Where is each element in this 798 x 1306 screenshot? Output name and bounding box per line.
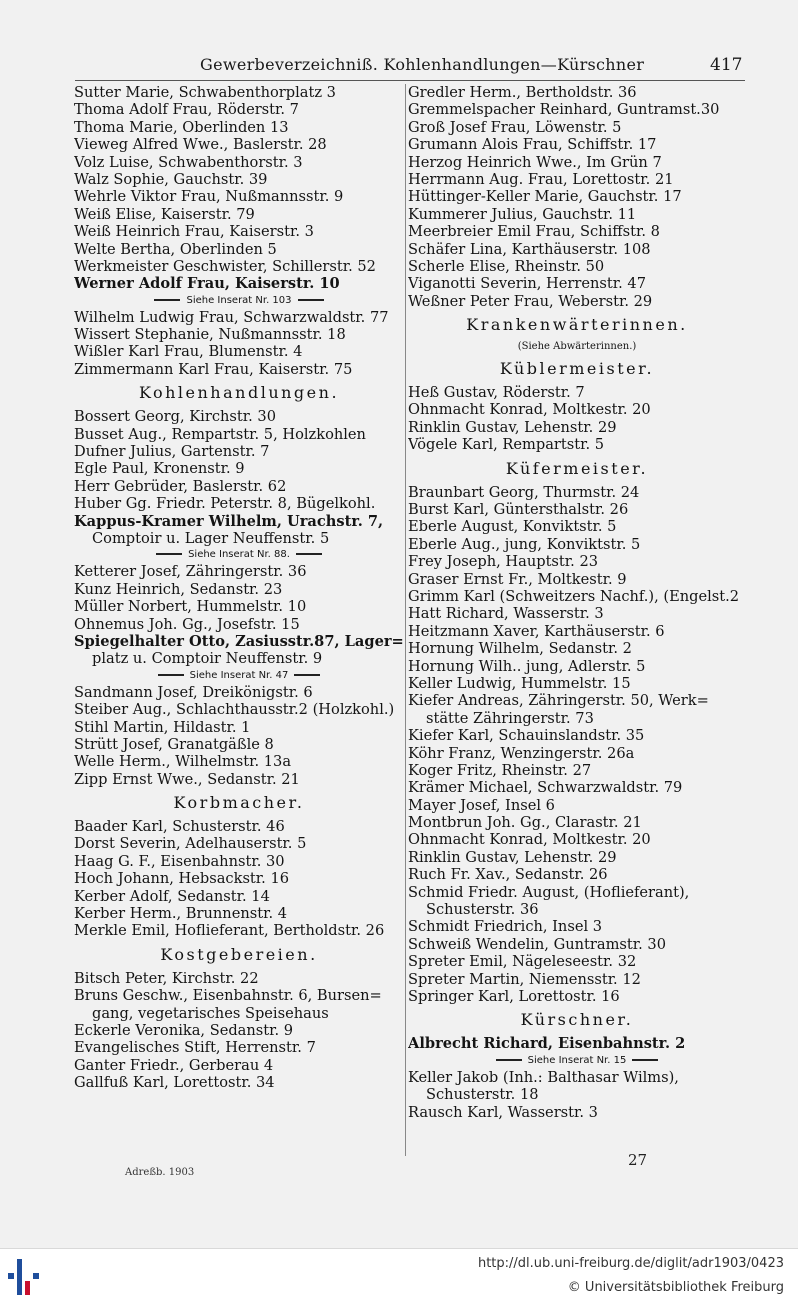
directory-entry: Ohnemus Joh. Gg., Josefstr. 15: [74, 615, 300, 633]
directory-entry: Herrmann Aug. Frau, Lorettostr. 21: [408, 170, 674, 188]
directory-entry: Schmid Friedr. August, (Hoflieferant),: [408, 883, 690, 901]
rule-mark: [154, 299, 180, 301]
directory-entry: Kerber Adolf, Sedanstr. 14: [74, 887, 270, 905]
directory-entry: Kummerer Julius, Gauchstr. 11: [408, 205, 637, 223]
directory-entry: Wißler Karl Frau, Blumenstr. 4: [74, 343, 303, 361]
section-heading: Küblermeister.: [499, 359, 655, 379]
directory-entry: Koger Fritz, Rheinstr. 27: [408, 761, 592, 779]
directory-entry: Huber Gg. Friedr. Peterstr. 8, Bügelkohl.: [74, 495, 376, 513]
column-divider: [405, 84, 406, 1156]
directory-entry: Sandmann Josef, Dreikönigstr. 6: [74, 683, 313, 701]
directory-entry: Grumann Alois Frau, Schiffstr. 17: [408, 136, 657, 154]
directory-entry: Hatt Richard, Wasserstr. 3: [408, 605, 604, 623]
directory-entry: Ganter Friedr., Gerberau 4: [74, 1056, 274, 1074]
directory-entry: Gallfuß Karl, Lorettostr. 34: [74, 1074, 275, 1092]
directory-entry: Bitsch Peter, Kirchstr. 22: [74, 969, 259, 987]
rule-mark: [632, 1059, 658, 1061]
directory-entry: Hornung Wilhelm, Sedanstr. 2: [408, 640, 632, 658]
copyright-notice: © Universitätsbibliothek Freiburg: [567, 1280, 784, 1295]
directory-entry: Merkle Emil, Hoflieferant, Bertholdstr. 26: [74, 922, 385, 940]
directory-entry: Steiber Aug., Schlachthausstr.2 (Holzkohl.): [74, 701, 395, 719]
sheet-number: 27: [628, 1151, 648, 1169]
directory-entry: Zipp Ernst Wwe., Sedanstr. 21: [74, 770, 300, 788]
directory-entry-continuation: Comptoir u. Lager Neuffenstr. 5: [92, 529, 330, 547]
directory-entry: Heitzmann Xaver, Karthäuserstr. 6: [408, 622, 665, 640]
directory-entry: Rinklin Gustav, Lehenstr. 29: [408, 848, 617, 866]
directory-entry: Rausch Karl, Wasserstr. 3: [408, 1103, 598, 1121]
directory-entry: Krämer Michael, Schwarzwaldstr. 79: [408, 779, 683, 797]
directory-entry: Strütt Josef, Granatgäßle 8: [74, 735, 274, 753]
directory-entry: Frey Joseph, Hauptstr. 23: [408, 553, 599, 571]
rule-mark: [298, 299, 324, 301]
directory-entry: Kerber Herm., Brunnenstr. 4: [74, 905, 288, 923]
directory-entry: Dorst Severin, Adelhauserstr. 5: [74, 835, 307, 853]
right-column: [408, 84, 746, 1121]
directory-entry: Wilhelm Ludwig Frau, Schwarzwaldstr. 77: [74, 308, 389, 326]
directory-entry: Eberle Aug., jung, Konviktstr. 5: [408, 535, 641, 553]
rule-mark: [296, 553, 322, 555]
section-heading: Kohlenhandlungen.: [138, 383, 340, 403]
directory-entry-continuation: Schusterstr. 36: [426, 901, 539, 919]
section-heading: Korbmacher.: [173, 793, 305, 813]
directory-entry: Grimm Karl (Schweitzers Nachf.), (Engelst.2: [408, 587, 740, 605]
directory-entry: Werkmeister Geschwister, Schillerstr. 52: [74, 257, 376, 275]
directory-entry: Welle Herm., Wilhelmstr. 13a: [74, 753, 292, 771]
directory-entry: Welte Bertha, Oberlinden 5: [74, 240, 277, 258]
advert-reference-text: Siehe Inserat Nr. 103: [186, 294, 292, 306]
advert-reference: [74, 293, 404, 309]
directory-entry: Eckerle Veronika, Sedanstr. 9: [74, 1021, 294, 1039]
directory-entry: Müller Norbert, Hummelstr. 10: [74, 598, 307, 616]
permalink-link[interactable]: http://dl.ub.uni-freiburg.de/diglit/adr1903/0423: [477, 1256, 784, 1271]
directory-entry: Herr Gebrüder, Baslerstr. 62: [74, 477, 287, 495]
directory-entry: Heß Gustav, Röderstr. 7: [408, 384, 585, 402]
left-column: [74, 84, 404, 1092]
directory-entry: Volz Luise, Schwabenthorstr. 3: [74, 153, 303, 171]
directory-entry: Haag G. F., Eisenbahnstr. 30: [74, 852, 285, 870]
directory-entry: Thoma Marie, Oberlinden 13: [74, 118, 289, 136]
directory-entry: Hüttinger-Keller Marie, Gauchstr. 17: [408, 188, 682, 206]
directory-entry: Wehrle Viktor Frau, Nußmannsstr. 9: [74, 188, 344, 206]
rule-mark: [294, 674, 320, 676]
directory-entry-continuation: stätte Zähringerstr. 73: [426, 709, 594, 727]
section-note: (Siehe Abwärterinnen.): [517, 341, 637, 353]
directory-entry: Zimmermann Karl Frau, Kaiserstr. 75: [74, 360, 353, 378]
directory-entry: Vögele Karl, Rempartstr. 5: [408, 436, 605, 454]
advert-reference-text: Siehe Inserat Nr. 88.: [188, 549, 290, 561]
rule-mark: [496, 1059, 522, 1061]
directory-entry: Spreter Emil, Nägeleseestr. 32: [408, 953, 637, 971]
directory-entry: Ketterer Josef, Zähringerstr. 36: [74, 563, 307, 581]
directory-entry: Rinklin Gustav, Lehenstr. 29: [408, 418, 617, 436]
directory-entry: Bruns Geschw., Eisenbahnstr. 6, Bursen=: [74, 987, 382, 1005]
directory-entry: Meerbreier Emil Frau, Schiffstr. 8: [408, 223, 660, 241]
directory-entry: Weiß Heinrich Frau, Kaiserstr. 3: [74, 223, 314, 241]
directory-entry: Springer Karl, Lorettostr. 16: [408, 987, 620, 1005]
directory-entry: Egle Paul, Kronenstr. 9: [74, 460, 245, 478]
directory-entry: Groß Josef Frau, Löwenstr. 5: [408, 118, 622, 136]
ub-freiburg-logo-icon: [8, 1255, 40, 1299]
directory-entry: Schäfer Lina, Karthäuserstr. 108: [408, 240, 651, 258]
directory-entry: Stihl Martin, Hildastr. 1: [74, 718, 251, 736]
directory-entry: Sutter Marie, Schwabenthorplatz 3: [74, 84, 336, 101]
directory-entry: Köhr Franz, Wenzingerstr. 26a: [408, 744, 635, 762]
header-rule: [75, 80, 745, 81]
directory-entry: Kiefer Karl, Schauinslandstr. 35: [408, 727, 645, 745]
advert-reference-text: Siehe Inserat Nr. 47: [189, 669, 289, 681]
directory-entry: Schweiß Wendelin, Guntramstr. 30: [408, 935, 666, 953]
directory-entry: Spiegelhalter Otto, Zasiusstr.87, Lager=: [74, 632, 404, 650]
directory-entry: Scherle Elise, Rheinstr. 50: [408, 257, 605, 275]
directory-entry: Vieweg Alfred Wwe., Baslerstr. 28: [74, 136, 327, 154]
directory-entry: Kunz Heinrich, Sedanstr. 23: [74, 580, 283, 598]
page-number: 417: [710, 55, 743, 75]
directory-entry: Thoma Adolf Frau, Röderstr. 7: [74, 101, 299, 119]
rule-mark: [156, 553, 182, 555]
advert-reference: [74, 668, 404, 684]
directory-entry: Burst Karl, Günterst​halstr. 26: [408, 501, 629, 519]
directory-entry-continuation: platz u. Comptoir Neuffenstr. 9: [92, 650, 323, 668]
directory-entry: Hoch Johann, Hebsackstr. 16: [74, 870, 290, 888]
directory-entry: Montbrun Joh. Gg., Clarastr. 21: [408, 814, 642, 832]
directory-entry: Graser Ernst Fr., Moltkestr. 9: [408, 570, 627, 588]
footer-separator: [0, 1248, 798, 1249]
directory-entry: Eberle August, Konviktstr. 5: [408, 518, 617, 536]
directory-entry: Weßner Peter Frau, Weberstr. 29: [408, 292, 653, 310]
directory-entry: Hornung Wilh.. jung, Adlerstr. 5: [408, 657, 646, 675]
directory-entry: Wissert Stephanie, Nußmannsstr. 18: [74, 326, 346, 344]
directory-entry: Schmidt Friedrich, Insel 3: [408, 918, 603, 936]
directory-entry: Gredler Herm., Bertholdstr. 36: [408, 84, 637, 101]
directory-entry: Herzog Heinrich Wwe., Im Grün 7: [408, 153, 662, 171]
directory-entry: Werner Adolf Frau, Kaiserstr. 10: [74, 275, 340, 293]
directory-entry-continuation: gang, vegetarisches Speisehaus: [92, 1004, 329, 1022]
directory-entry: Baader Karl, Schusterstr. 46: [74, 818, 285, 836]
directory-entry: Dufner Julius, Gartenstr. 7: [74, 443, 270, 461]
printer-signature: Adreßb. 1903: [125, 1167, 195, 1178]
directory-entry: Ohnmacht Konrad, Moltkestr. 20: [408, 401, 651, 419]
directory-entry: Albrecht Richard, Eisenbahnstr. 2: [408, 1035, 686, 1053]
directory-entry: Evangelisches Stift, Herrenstr. 7: [74, 1039, 316, 1057]
directory-entry: Viganotti Severin, Herrenstr. 47: [408, 275, 646, 293]
directory-entry: Spreter Martin, Niemensstr. 12: [408, 970, 641, 988]
section-heading: Kürschner.: [520, 1010, 634, 1030]
advert-reference-text: Siehe Inserat Nr. 15: [527, 1054, 627, 1066]
directory-entry: Keller Jakob (Inh.: Balthasar Wilms),: [408, 1068, 679, 1086]
directory-entry: Keller Ludwig, Hummelstr. 15: [408, 674, 631, 692]
directory-entry: Braunbart Georg, Thurmstr. 24: [408, 483, 640, 501]
directory-entry: Walz Sophie, Gauchstr. 39: [74, 170, 268, 188]
directory-entry: Ruch Fr. Xav., Sedanstr. 26: [408, 866, 608, 884]
directory-entry: Ohnmacht Konrad, Moltkestr. 20: [408, 831, 651, 849]
section-heading: Kostgebereien.: [160, 944, 318, 964]
advert-reference: [408, 1053, 746, 1069]
advert-reference: [74, 547, 404, 563]
section-heading: Küfermeister.: [505, 458, 649, 478]
rule-mark: [158, 674, 184, 676]
directory-entry-continuation: Schusterstr. 18: [426, 1086, 539, 1104]
directory-entry: Bossert Georg, Kirchstr. 30: [74, 408, 276, 426]
section-heading: Krankenwärterinnen.: [466, 315, 688, 335]
running-header-title: Gewerbeverzeichniß. Kohlenhandlungen—Kürschner: [200, 55, 645, 74]
directory-entry: Mayer Josef, Insel 6: [408, 796, 555, 814]
directory-entry: Gremmelspacher Reinhard, Guntramst.30: [408, 101, 720, 119]
directory-entry: Weiß Elise, Kaiserstr. 79: [74, 205, 255, 223]
directory-entry: Kiefer Andreas, Zähringerstr. 50, Werk=: [408, 692, 709, 710]
directory-entry: Busset Aug., Rempartstr. 5, Holzkohlen: [74, 425, 366, 443]
directory-entry: Kappus-Kramer Wilhelm, Urachstr. 7,: [74, 512, 384, 530]
